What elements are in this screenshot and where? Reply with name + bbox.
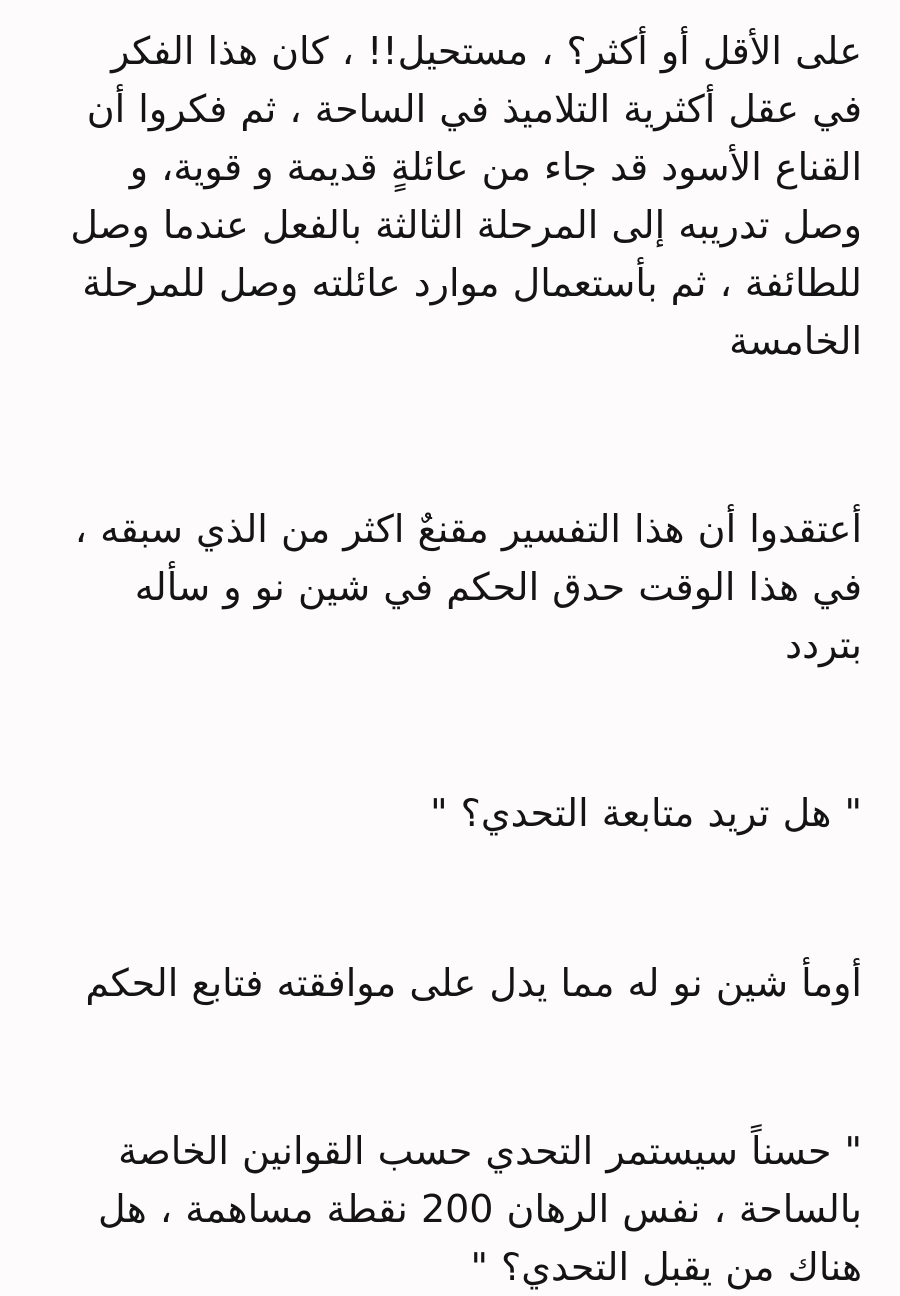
- paragraph-1: على الأقل أو أكثر؟ ، مستحيل!! ، كان هذا الفكر في عقل أكثرية التلاميذ في الساحة ، ثم فكروا أن القناع الأسود قد جاء من عائلةٍ قديمة و قوية، و وصل تدريبه إلى المرحلة الثالثة بالفعل عندما وصل للطائفة ، ثم بأستعمال موارد عائلته وصل للمرحلة الخامسة: [70, 29, 862, 363]
- paragraph-2: أعتقدوا أن هذا التفسير مقنعٌ اكثر من الذي سبقه ، في هذا الوقت حدق الحكم في شين نو و سأله بتردد: [74, 507, 862, 667]
- paragraph-5: " حسناً سيستمر التحدي حسب القوانين الخاصة بالساحة ، نفس الرهان 200 نقطة مساهمة ، هل هناك من يقبل التحدي؟ ": [97, 1129, 862, 1289]
- paragraph-4: أومأ شين نو له مما يدل على موافقته فتابع الحكم: [85, 961, 862, 1005]
- paragraph-3: " هل تريد متابعة التحدي؟ ": [430, 791, 862, 835]
